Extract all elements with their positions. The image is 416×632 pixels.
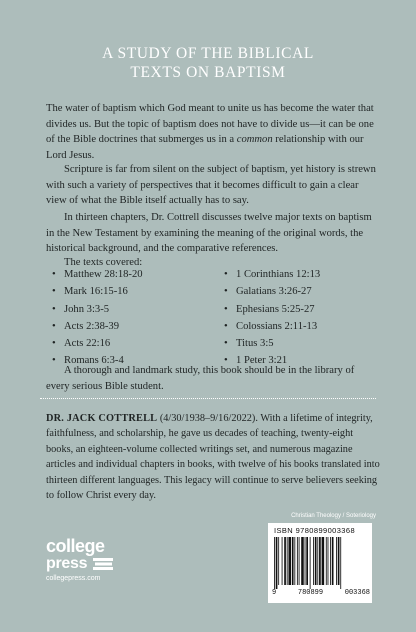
publisher-word-college: college bbox=[46, 536, 105, 556]
list-item-text: Mark 16:15-16 bbox=[64, 286, 128, 298]
isbn-barcode bbox=[268, 523, 372, 603]
list-item bbox=[52, 301, 202, 318]
publisher-url: collegepress.com bbox=[46, 575, 101, 582]
bullet-icon: • bbox=[52, 338, 56, 350]
bullet-icon: • bbox=[224, 320, 228, 332]
list-item bbox=[224, 318, 374, 335]
list-item-text: Colossians 2:11-13 bbox=[236, 320, 318, 332]
bullet-icon: • bbox=[52, 286, 56, 298]
bullet-icon: • bbox=[52, 320, 56, 332]
scripture-text: Scripture is far from silent on the subject of baptism, yet history is strewn with such a variety of perspectives that it becomes difficult to gain a clear view of what the Bible itself actually has to say. bbox=[46, 164, 376, 206]
intro-paragraph bbox=[46, 101, 376, 163]
closing-text: A thorough and landmark study, this book should be in the library of every serious Bible student. bbox=[46, 365, 355, 392]
list-item bbox=[52, 283, 202, 300]
author-bio bbox=[46, 411, 380, 503]
heading-line-1: A STUDY OF THE BIBLICAL bbox=[102, 45, 314, 62]
barcode-digit-group: 9 bbox=[272, 589, 277, 597]
barcode-digit-group: 780899 bbox=[297, 589, 324, 597]
list-item-text: John 3:3-5 bbox=[64, 303, 110, 315]
list-item bbox=[224, 301, 374, 318]
author-bio-text: (4/30/1938–9/16/2022). With a lifetime of integrity, faithfulness, and scholarship, he gave us decades of teaching, twenty-eight books, an eighteen-volume collected writings set, and numerous magazine articles and individual chapters in books, with twelve of his books translated into thirteen different languages. This legacy will continue to serve believers seeking to follow Christ every day. bbox=[46, 413, 380, 502]
intro-emphasis: common bbox=[236, 134, 273, 145]
chapters-paragraph bbox=[46, 210, 376, 257]
bullet-icon: • bbox=[224, 269, 228, 280]
bullet-icon: • bbox=[52, 303, 56, 315]
bullet-icon: • bbox=[52, 355, 56, 367]
bullet-icon: • bbox=[52, 269, 56, 280]
chapters-text: In thirteen chapters, Dr. Cottrell discusses twelve major texts on baptism in the New Testament by examining the meaning of the original words, the historical background, and the comparative references. bbox=[46, 212, 372, 254]
texts-list-right bbox=[224, 266, 374, 370]
dotted-divider bbox=[40, 398, 376, 399]
intro-text-start: The water of baptism which God meant to unite us has become the water that divides us. But the topic of baptism does not have to divide us—it can be one of the Bible doctrines that submerges us in a bbox=[46, 103, 374, 145]
category-label: Christian Theology / Soteriology bbox=[291, 513, 376, 519]
list-item-text: Titus 3:5 bbox=[236, 338, 274, 350]
list-item-text: Matthew 28:18-20 bbox=[64, 269, 143, 280]
list-item-text: 1 Peter 3:21 bbox=[236, 355, 288, 367]
texts-list-left bbox=[52, 266, 202, 370]
barcode-digit-group: 003368 bbox=[344, 589, 370, 597]
list-item-text: Ephesians 5:25-27 bbox=[236, 303, 315, 315]
list-item bbox=[52, 318, 202, 335]
list-item bbox=[224, 266, 374, 283]
heading-line-2: TEXTS ON BAPTISM bbox=[130, 64, 286, 81]
intro-text-end: relationship with our Lord Jesus. bbox=[46, 134, 364, 161]
scripture-paragraph bbox=[46, 162, 376, 209]
publisher-logo bbox=[46, 537, 113, 584]
texts-covered-text: The texts covered: bbox=[64, 257, 143, 268]
bullet-icon: • bbox=[224, 338, 228, 350]
author-name: DR. JACK COTTRELL bbox=[46, 413, 158, 424]
list-item-text: 1 Corinthians 12:13 bbox=[236, 269, 321, 280]
list-item-text: Galatians 3:26-27 bbox=[236, 286, 312, 298]
publisher-word-press: press bbox=[46, 555, 88, 572]
barcode-digits bbox=[272, 589, 370, 597]
list-item bbox=[52, 266, 202, 283]
cover-heading bbox=[0, 44, 416, 82]
list-item bbox=[224, 283, 374, 300]
books-icon bbox=[93, 557, 113, 571]
bullet-icon: • bbox=[224, 286, 228, 298]
list-item-text: Romans 6:3-4 bbox=[64, 355, 124, 367]
list-item-text: Acts 2:38-39 bbox=[64, 320, 120, 332]
list-item-text: Acts 22:16 bbox=[64, 338, 111, 350]
isbn-label: ISBN 9780899003368 bbox=[274, 526, 356, 535]
bullet-icon: • bbox=[224, 303, 228, 315]
closing-paragraph bbox=[46, 363, 378, 394]
barcode-icon bbox=[274, 537, 366, 589]
list-item bbox=[224, 335, 374, 352]
list-item bbox=[52, 335, 202, 352]
bullet-icon: • bbox=[224, 355, 228, 367]
